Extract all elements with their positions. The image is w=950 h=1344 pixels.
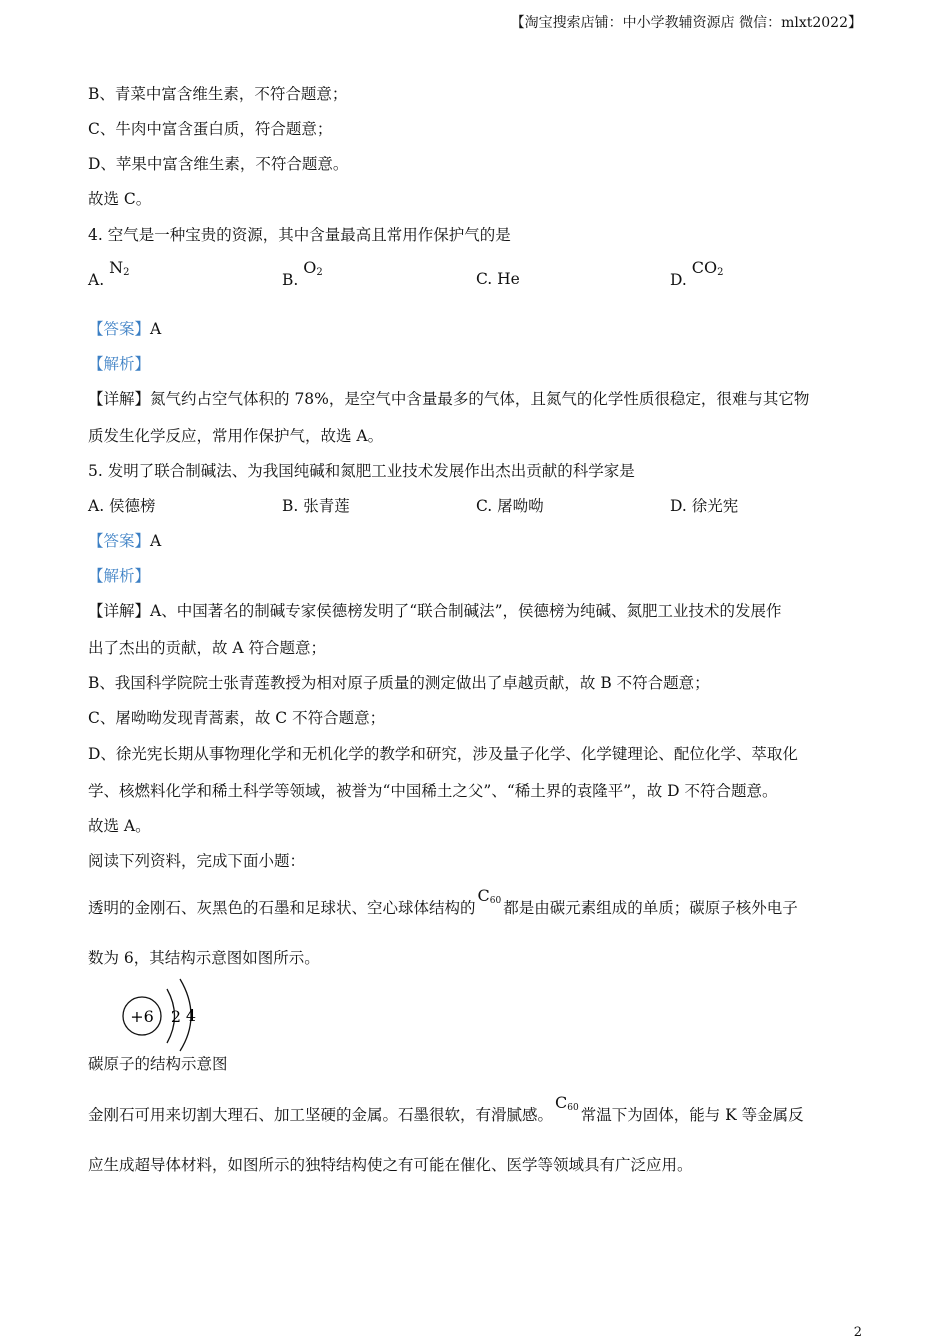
q4-answer: 【答案】A bbox=[88, 320, 162, 338]
q5-stem: 5. 发明了联合制碱法、为我国纯碱和氮肥工业技术发展作出杰出贡献的科学家是 bbox=[88, 462, 635, 480]
shell-1-electrons: 2 bbox=[170, 1007, 182, 1026]
detail-tag: 【详解】 bbox=[88, 390, 151, 408]
q5-detail-line-1: 【详解】A、中国著名的制碱专家侯德榜发明了“联合制碱法”，侯德榜为纯碱、氮肥工业技术的发展作 bbox=[88, 602, 782, 620]
page-header: 【淘宝搜索店铺：中小学教辅资源店 微信：mlxt2022】 bbox=[510, 15, 862, 31]
q5-option-b-explanation: B、我国科学院院士张青莲教授为相对原子质量的测定做出了卓越贡献，故 B 不符合题意； bbox=[88, 674, 710, 692]
q4-detail-line-1: 【详解】氮气约占空气体积的 78%，是空气中含量最多的气体，且氮气的化学性质很稳定，很难与其它物 bbox=[88, 390, 810, 408]
q5-option-b: B. 张青莲 bbox=[282, 497, 350, 515]
q4-option-a: A. $N_2$ bbox=[88, 258, 130, 289]
q5-option-d-explanation-1: D、徐光宪长期从事物理化学和无机化学的教学和研究，涉及量子化学、化学键理论、配位化学、萃取化 bbox=[88, 745, 798, 763]
q5-analysis-tag: 【解析】 bbox=[88, 567, 151, 585]
q4-detail-line-2: 质发生化学反应，常用作保护气，故选 A。 bbox=[88, 427, 384, 445]
reading-intro: 阅读下列资料，完成下面小题： bbox=[88, 852, 306, 870]
reading-paragraph-2: 金刚石可用来切割大理石、加工坚硬的金属。石墨很软，有滑腻感。$C_{60}$ 常温下为固体，能与 K 等金属反 bbox=[88, 1093, 804, 1124]
q5-conclusion: 故选 A。 bbox=[88, 817, 151, 835]
reading-paragraph-1: 透明的金刚石、灰黑色的石墨和足球状、空心球体结构的$C_{60}$ 都是由碳元素组成的单质；碳原子核外电子 bbox=[88, 886, 798, 917]
shell-2-electrons: 4 bbox=[185, 1006, 197, 1025]
page-number: 2 bbox=[853, 1325, 862, 1340]
reading-paragraph-2-cont: 应生成超导体材料，如图所示的独特结构使之有可能在催化、医学等领域具有广泛应用。 bbox=[88, 1156, 693, 1174]
nucleus-charge: +6 bbox=[130, 1007, 154, 1026]
c60-formula: $C_{60}$ bbox=[555, 1093, 579, 1113]
diagram-caption: 碳原子的结构示意图 bbox=[88, 1055, 228, 1073]
q5-option-d-explanation-2: 学、核燃料化学和稀土科学等领域，被誉为“中国稀土之父”、“稀土界的袁隆平”，故 D 不符合题意。 bbox=[88, 782, 778, 800]
q4-option-b: B. $O_2$ bbox=[282, 258, 323, 289]
q5-answer: 【答案】A bbox=[88, 532, 162, 550]
q5-option-a: A. 侯德榜 bbox=[88, 497, 156, 515]
q5-detail-line-2: 出了杰出的贡献，故 A 符合题意； bbox=[88, 639, 327, 657]
q4-stem: 4. 空气是一种宝贵的资源，其中含量最高且常用作保护气的是 bbox=[88, 226, 511, 244]
reading-paragraph-1-cont: 数为 6，其结构示意图如图所示。 bbox=[88, 949, 320, 967]
answer-tag: 【答案】 bbox=[88, 320, 151, 338]
q4-option-c: C. He bbox=[476, 270, 520, 288]
q3-option-b-explanation: B、青菜中富含维生素，不符合题意； bbox=[88, 85, 348, 103]
q4-option-d: D. $CO_2$ bbox=[670, 258, 724, 289]
q5-option-c: C. 屠呦呦 bbox=[476, 497, 544, 515]
q3-option-c-explanation: C、牛肉中富含蛋白质，符合题意； bbox=[88, 120, 333, 138]
q3-conclusion: 故选 C。 bbox=[88, 190, 152, 208]
carbon-atom-diagram bbox=[110, 975, 220, 1055]
q4-analysis-tag: 【解析】 bbox=[88, 355, 151, 373]
c60-formula: $C_{60}$ bbox=[477, 886, 502, 906]
q5-option-d: D. 徐光宪 bbox=[670, 497, 739, 515]
q5-option-c-explanation: C、屠呦呦发现青蒿素，故 C 不符合题意； bbox=[88, 709, 386, 727]
q3-option-d-explanation: D、苹果中富含维生素，不符合题意。 bbox=[88, 155, 349, 173]
